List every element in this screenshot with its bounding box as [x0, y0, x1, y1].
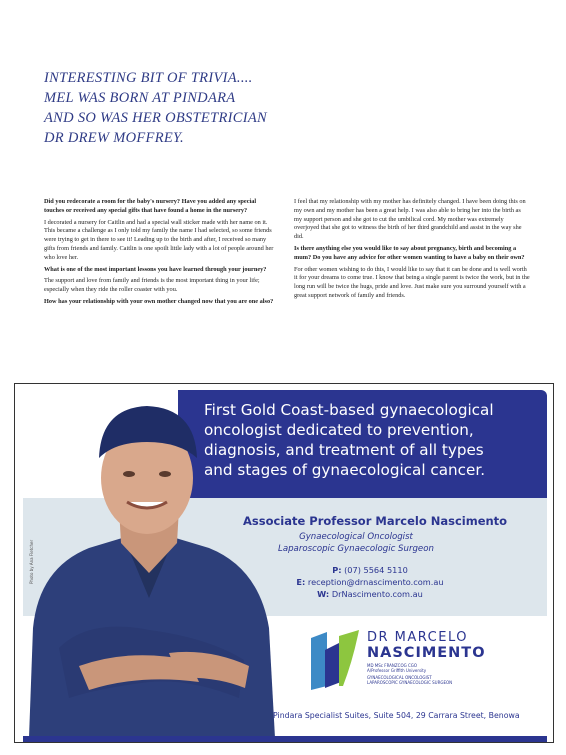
logo-spec-2: LAPAROSCOPIC GYNAECOLOGIC SURGEON	[367, 680, 453, 685]
logo-spec-1: GYNAECOLOGICAL ONCOLOGIST	[367, 675, 432, 680]
doctor-name: Associate Professor Marcelo Nascimento	[243, 514, 508, 528]
doctor-role-1: Gynaecological Oncologist	[299, 532, 413, 542]
question-mother: How has your relationship with your own mother changed now that you are one also?	[44, 297, 274, 305]
trivia-line-4: DR DREW MOFFREY.	[44, 130, 184, 146]
clinic-address: Pindara Specialist Suites, Suite 504, 29 Carrara Street, Benowa	[273, 711, 520, 720]
logo-surname: NASCIMENTO	[367, 645, 486, 661]
trivia-line-2: MEL WAS BORN AT PINDARA	[44, 90, 236, 106]
trivia-heading	[44, 68, 504, 148]
article-column-left	[44, 198, 276, 310]
answer-advice: For other women wishing to do this, I would like to say that it can be done and is well worth it for your dreams to come true. I know that being a single parent is twice the work, but in the long run will be twice the hugs, pride and love. Just make sure you surround yourself with a great support network of family and friends.	[294, 265, 530, 299]
ad-headline-line-2: oncologist dedicated to prevention,	[204, 421, 474, 439]
email-line	[265, 577, 475, 587]
trivia-line-3: AND SO WAS HER OBSTETRICIAN	[44, 110, 267, 126]
ad-headline-line-1: First Gold Coast-based gynaecological	[204, 401, 494, 419]
doctor-role-2: Laparoscopic Gynaecologic Surgeon	[278, 544, 434, 554]
phone-line	[265, 565, 475, 575]
web-link[interactable]: DrNascimento.com.au	[331, 589, 423, 599]
trivia-line-1: INTERESTING BIT OF TRIVIA....	[44, 70, 253, 86]
web-label: W:	[317, 589, 330, 599]
question-advice: Is there anything else you would like to say about pregnancy, birth and becoming a mum? Do you have any advice for other women wanting to have a baby on their own?	[294, 244, 525, 261]
logo-mark-icon	[307, 630, 363, 692]
email-label: E:	[296, 577, 306, 587]
logo-credentials: MD MSc FRANZCOG CGO	[367, 663, 418, 668]
photo-credit: Photo by Ana Fletcher	[29, 539, 34, 584]
web-line	[265, 589, 475, 599]
answer-nursery: I decorated a nursery for Caitlin and had a special wall sticker made with her name on it. This became a challenge as I only told my family the name I had selected, so some friends were trying to get in there to see it! Leading up to the birth and after, I received so many gifts from friends and family. Caitlin is one spoilt little lady with a lot of people around her who love her.	[44, 218, 274, 261]
bottom-bar	[23, 736, 547, 742]
ad-headline-line-4: and stages of gynaecological cancer.	[204, 461, 486, 479]
logo-affiliation: A/Professor Griffith University	[367, 668, 427, 673]
ad-headline-line-3: diagnosis, and treatment of all types	[204, 441, 484, 459]
doctor-advertisement	[14, 383, 554, 743]
email-link[interactable]: reception@drnascimento.com.au	[307, 577, 444, 587]
answer-lessons: The support and love from family and friends is the most important thing in your life; especially when they ride the roller coaster with you.	[44, 277, 260, 294]
article-column-right	[294, 198, 530, 304]
question-nursery: Did you redecorate a room for the baby's nursery? Have you added any special touches or received any special gifts that have found a home in the nursery?	[44, 198, 257, 214]
logo-dr: DR MARCELO	[367, 630, 468, 645]
phone-label: P:	[332, 565, 342, 575]
doctor-logo	[307, 630, 497, 700]
question-lessons: What is one of the most important lessons you have learned through your journey?	[44, 265, 267, 273]
answer-mother: I feel that my relationship with my mother has definitely changed. I have been doing this on my own and my mother has been a great help. I was also able to bring her into the birth as my support person and she got to cut the umbilical cord. My mother was extremely overjoyed that she got to witness the birth of her third grandchild and assist in the way she did.	[294, 198, 526, 241]
phone-number[interactable]: (07) 5564 5110	[344, 565, 408, 575]
doctor-photo	[19, 398, 279, 738]
